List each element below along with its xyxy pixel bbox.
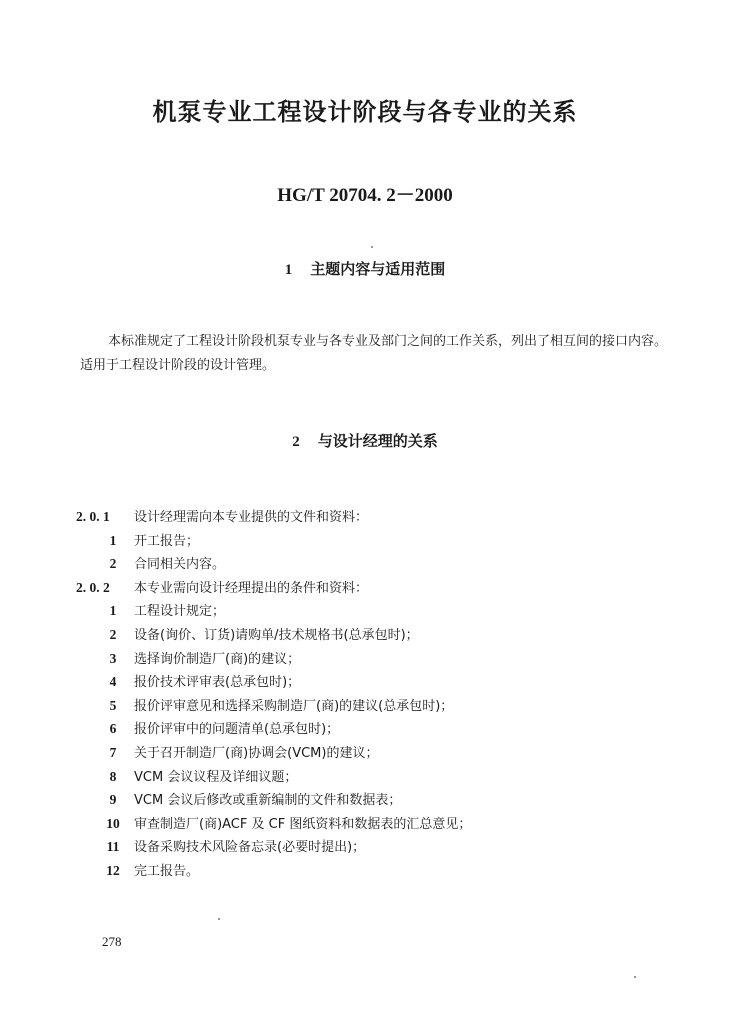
list-item [76,529,676,553]
item-number: 5 [109,697,117,713]
scan-speck [371,246,373,248]
section-1-heading [0,258,730,279]
list-item [76,835,676,859]
section-1-paragraph: 本标准规定了工程设计阶段机泵专业与各专业及部门之间的工作关系，列出了相互间的接口内容。适用于工程设计阶段的设计管理。 [80,334,668,373]
scan-speck [218,918,220,920]
item-text: 开工报告； [134,533,200,549]
list-item [76,788,676,812]
item-number: 2 [109,556,117,572]
item-number: 10 [106,815,120,831]
item-number: 9 [109,792,117,808]
section-2-heading [0,430,730,451]
list-item [76,765,676,789]
item-text: 报价技术评审表(总承包时)； [134,675,301,691]
item-number: 8 [109,768,117,784]
item-text: 选择询价制造厂(商)的建议； [134,651,301,667]
list-item [76,694,676,718]
clause-number: 2. 0. 1 [76,509,110,524]
item-text: 审查制造厂(商)ACF 及 CF 图纸资料和数据表的汇总意见； [134,816,472,832]
item-number: 3 [109,650,117,666]
list-item [76,599,676,623]
list-item [76,812,676,836]
section-2-number: 2 [292,434,300,450]
item-number: 11 [106,839,120,855]
document-title: 机泵专业工程设计阶段与各专业的关系 [152,98,578,126]
clause-row [76,576,676,600]
clause-list [76,505,676,883]
list-item [76,623,676,647]
item-number: 4 [109,674,117,690]
item-text: 报价评审意见和选择采购制造厂(商)的建议(总承包时)； [134,698,454,714]
clause-row [76,505,676,529]
list-item [76,670,676,694]
item-number: 1 [109,603,117,619]
item-text: 设备(询价、订货)请购单/技术规格书(总承包时)； [134,627,419,643]
item-number: 2 [109,626,117,642]
scan-speck [634,976,636,978]
list-item [76,552,676,576]
clause-text: 本专业需向设计经理提出的条件和资料： [134,580,369,596]
list-item [76,741,676,765]
item-text: 完工报告。 [134,863,200,879]
clause-number: 2. 0. 2 [76,579,110,595]
item-text: 设备采购技术风险备忘录(必要时提出)； [134,840,366,856]
list-item [76,647,676,671]
item-number: 12 [106,862,120,878]
section-2-title: 与设计经理的关系 [317,432,438,450]
item-text: VCM 会议后修改或重新编制的文件和数据表； [134,793,402,809]
section-1-title: 主题内容与适用范围 [310,260,446,278]
item-text: VCM 会议议程及详细议题； [134,769,298,785]
item-text: 合同相关内容。 [134,557,226,573]
list-item [76,859,676,883]
clause-text: 设计经理需向本专业提供的文件和资料： [134,510,369,525]
section-1-number: 1 [284,262,293,278]
item-number: 7 [109,744,117,760]
item-number: 1 [109,532,117,548]
page-number: 278 [102,934,122,949]
item-text: 报价评审中的问题清单(总承包时)； [134,722,340,738]
standard-code: HG/T 20704. 2－2000 [277,185,453,206]
item-text: 关于召开制造厂(商)协调会(VCM)的建议； [134,745,379,761]
list-item [76,717,676,741]
item-number: 6 [109,721,117,737]
item-text: 工程设计规定； [134,604,226,620]
